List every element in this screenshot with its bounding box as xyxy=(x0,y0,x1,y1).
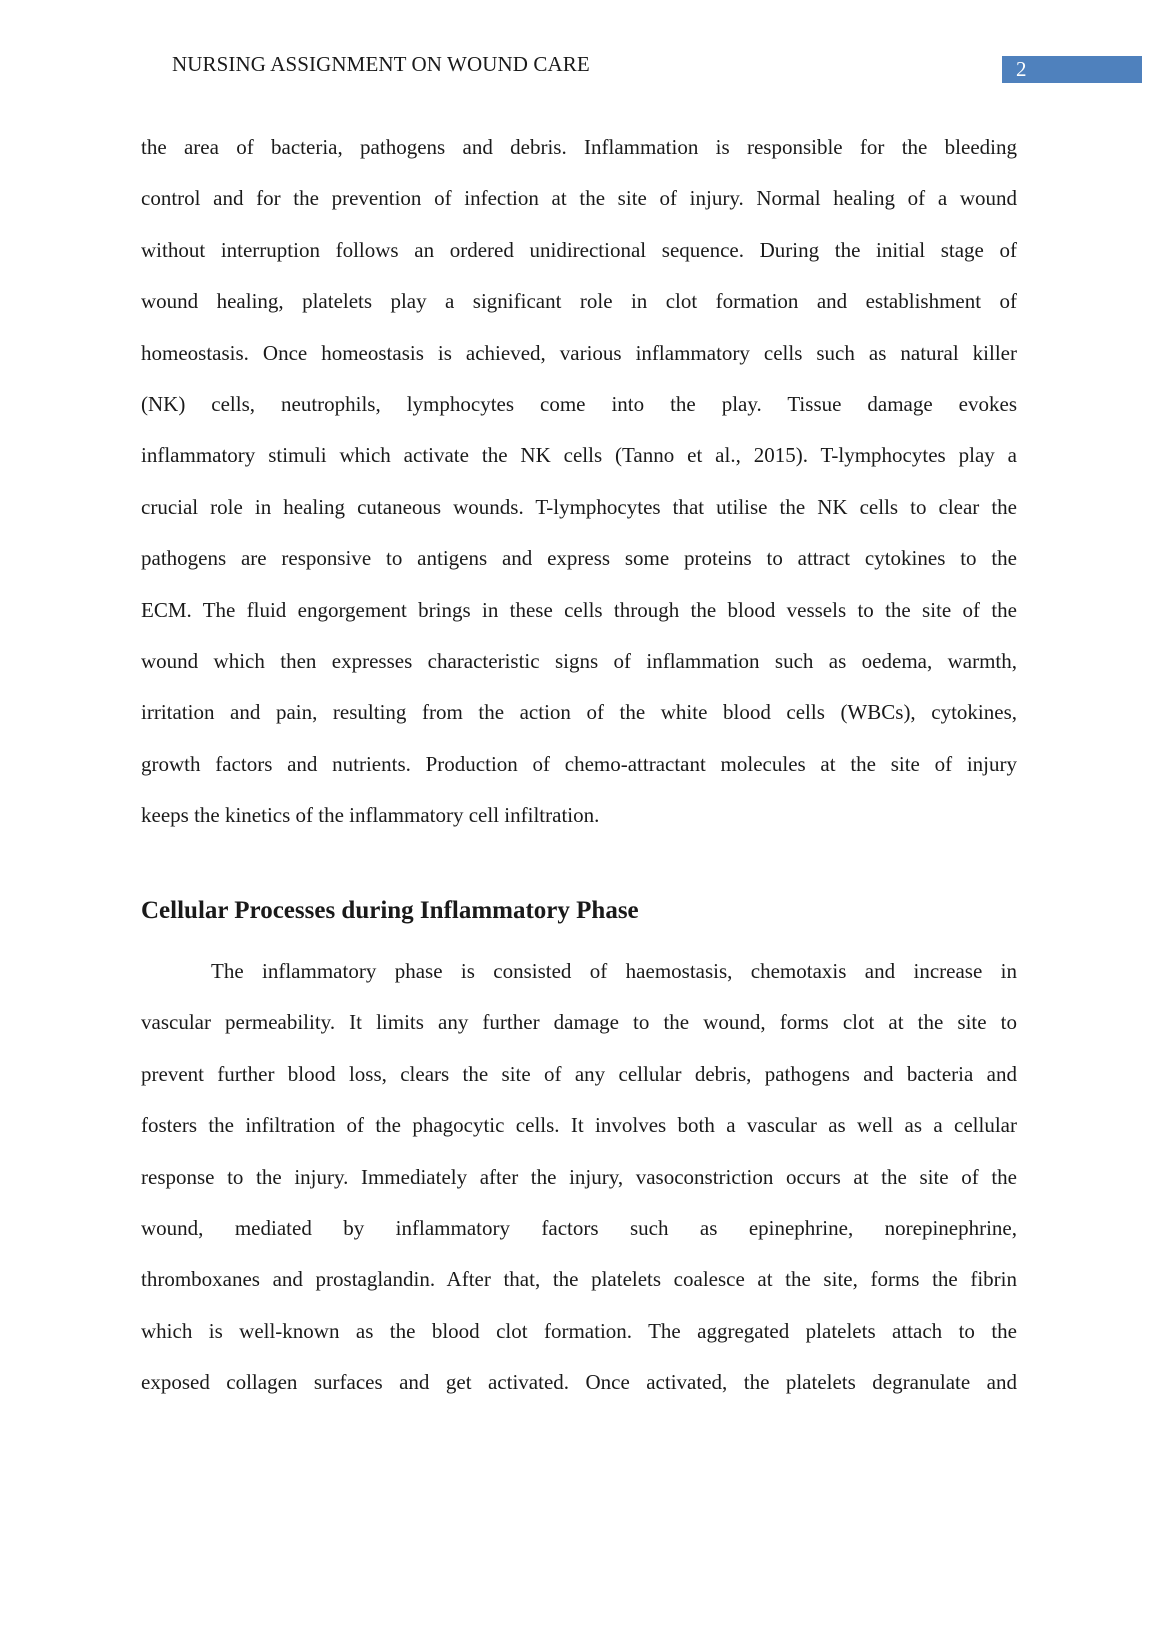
paragraph-line: inflammatory stimuli which activate the NK cells (Tanno et al., 2015). T-lymphocytes play a xyxy=(141,443,1017,468)
paragraph-line: homeostasis. Once homeostasis is achieved, various inflammatory cells such as natural killer xyxy=(141,340,1017,365)
paragraph-line: fosters the infiltration of the phagocytic cells. It involves both a vascular as well as a cellular xyxy=(141,1113,1017,1138)
paragraph-line: thromboxanes and prostaglandin. After that, the platelets coalesce at the site, forms the fibrin xyxy=(141,1267,1017,1292)
running-header-title: NURSING ASSIGNMENT ON WOUND CARE xyxy=(172,52,590,76)
paragraph-line: (NK) cells, neutrophils, lymphocytes come into the play. Tissue damage evokes xyxy=(141,392,1017,416)
paragraph-line: vascular permeability. It limits any further damage to the wound, forms clot at the site to xyxy=(141,1010,1017,1035)
paragraph-line: ECM. The fluid engorgement brings in these cells through the blood vessels to the site of the xyxy=(141,597,1017,622)
paragraph-line: wound, mediated by inflammatory factors such as epinephrine, norepinephrine, xyxy=(141,1216,1017,1240)
paragraph-line: wound healing, platelets play a significant role in clot formation and establishment of xyxy=(141,289,1017,314)
paragraph-line: keeps the kinetics of the inflammatory cell infiltration. xyxy=(141,803,600,828)
paragraph-line: without interruption follows an ordered unidirectional sequence. During the initial stage of xyxy=(141,237,1017,262)
paragraph-line: exposed collagen surfaces and get activated. Once activated, the platelets degranulate and xyxy=(141,1370,1017,1395)
paragraph-line: response to the injury. Immediately after the injury, vasoconstriction occurs at the site of the xyxy=(141,1164,1017,1189)
page-number-badge: 2 xyxy=(1002,56,1142,83)
paragraph-line: wound which then expresses characteristic signs of inflammation such as oedema, warmth, xyxy=(141,649,1017,673)
paragraph-line: crucial role in healing cutaneous wounds. T-lymphocytes that utilise the NK cells to clear the xyxy=(141,494,1017,519)
paragraph-line: The inflammatory phase is consisted of haemostasis, chemotaxis and increase in xyxy=(211,959,1017,983)
paragraph-line: pathogens are responsive to antigens and express some proteins to attract cytokines to the xyxy=(141,546,1017,571)
paragraph-line: control and for the prevention of infection at the site of injury. Normal healing of a wound xyxy=(141,186,1017,211)
paragraph-line: the area of bacteria, pathogens and debris. Inflammation is responsible for the bleeding xyxy=(141,135,1017,159)
paragraph-line: which is well-known as the blood clot formation. The aggregated platelets attach to the xyxy=(141,1318,1017,1343)
section-heading: Cellular Processes during Inflammatory Phase xyxy=(141,897,639,924)
paragraph-line: growth factors and nutrients. Production of chemo-attractant molecules at the site of injury xyxy=(141,751,1017,776)
paragraph-line: irritation and pain, resulting from the action of the white blood cells (WBCs), cytokines, xyxy=(141,700,1017,725)
paragraph-line: prevent further blood loss, clears the site of any cellular debris, pathogens and bacteria and xyxy=(141,1061,1017,1086)
